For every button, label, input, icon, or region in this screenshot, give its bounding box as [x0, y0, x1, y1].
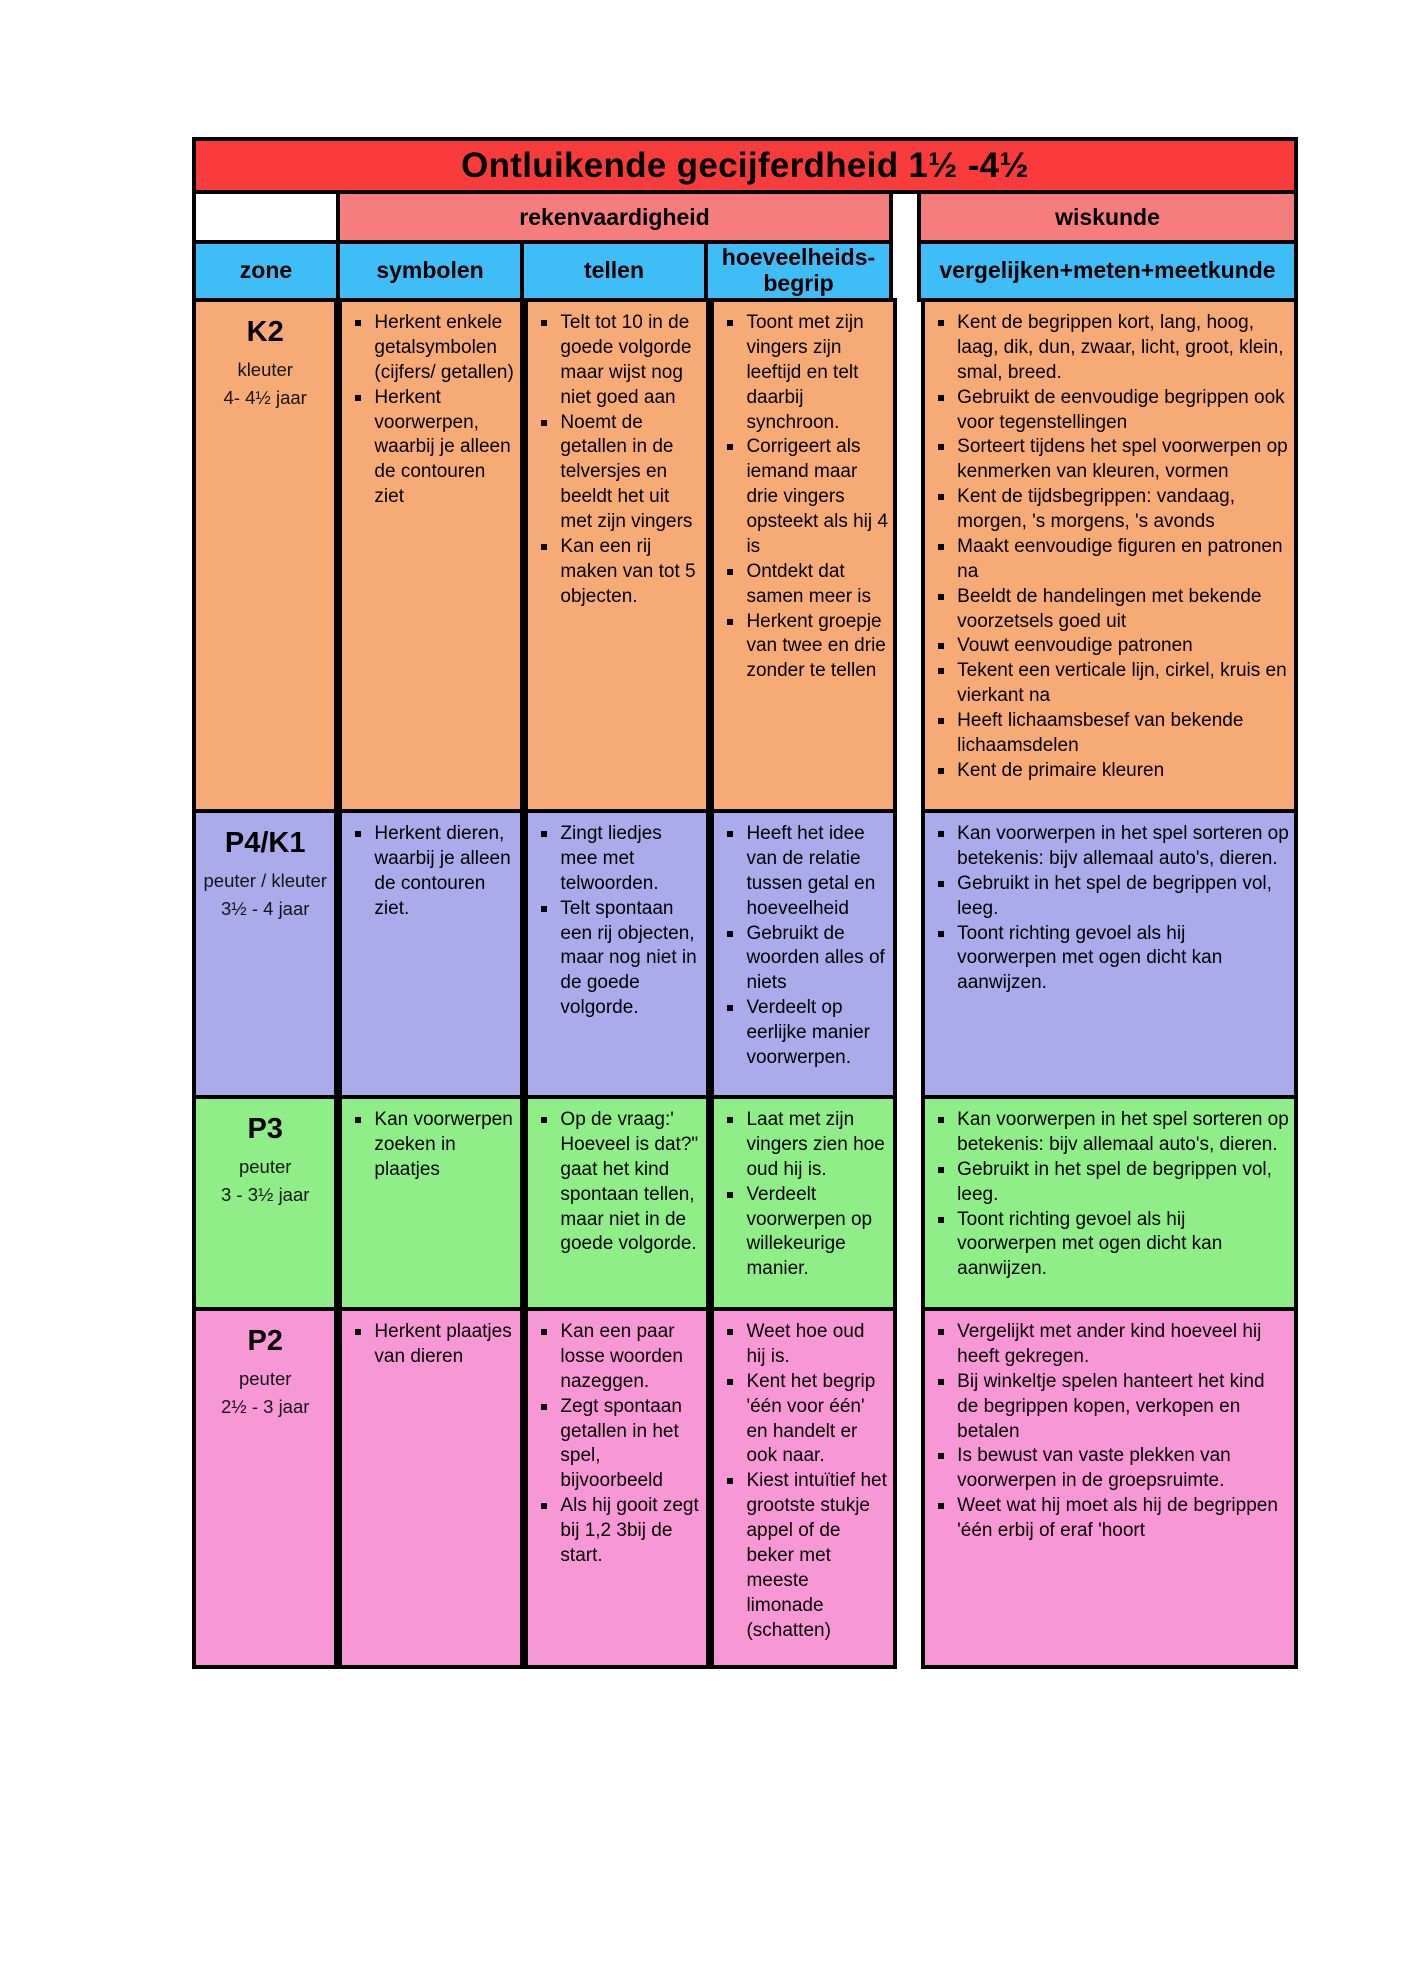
cell-tellen: [524, 298, 710, 813]
bullet-item: Herkent groepje van twee en drie zonder te tellen: [716, 610, 888, 685]
row-p3: [192, 1095, 1298, 1311]
column-header-row: [192, 240, 1298, 302]
cell-symbolen: [338, 1307, 524, 1669]
zone-cell-p2: [192, 1307, 338, 1669]
zone-cell-p3: [192, 1095, 338, 1311]
cell-symbolen: [338, 1095, 524, 1311]
bullet-item: Kent de begrippen kort, lang, hoog, laag, dik, dun, zwaar, licht, groot, klein, smal, breed.: [927, 311, 1289, 386]
bullet-item: Als hij gooit zegt bij 1,2 3bij de start.: [530, 1494, 701, 1569]
bullet-item: Toont richting gevoel als hij voorwerpen met ogen dicht kan aanwijzen.: [927, 1208, 1289, 1283]
bullet-item: Zegt spontaan getallen in het spel, bijvoorbeeld: [530, 1395, 701, 1495]
numeracy-table: [192, 137, 1298, 1669]
bullet-item: Herkent plaatjes van dieren: [344, 1320, 515, 1370]
bullet-item: Vergelijkt met ander kind hoeveel hij heeft gekregen.: [927, 1320, 1289, 1370]
bullet-item: Herkent enkele getalsymbolen (cijfers/ getallen): [344, 311, 515, 386]
bullet-item: Kent de primaire kleuren: [927, 759, 1289, 784]
bullet-item: Laat met zijn vingers zien hoe oud hij is.: [716, 1108, 888, 1183]
bullet-item: Vouwt eenvoudige patronen: [927, 634, 1289, 659]
column-header-hoeveelheidsbegrip: hoeveelheids-begrip: [704, 240, 893, 302]
section-gap: [893, 240, 917, 302]
cell-tellen: [524, 809, 710, 1099]
bullet-item: Kan een paar losse woorden nazeggen.: [530, 1320, 701, 1395]
group-header-rekenvaardigheid: rekenvaardigheid: [336, 190, 893, 244]
cell-tellen: [524, 1307, 710, 1669]
cell-hoeveelheid: [710, 1307, 897, 1669]
section-gap: [897, 298, 921, 813]
zone-type: peuter / kleuter: [203, 870, 327, 891]
zone-age: 3½ - 4 jaar: [220, 897, 310, 919]
bullet-item: Weet hoe oud hij is.: [716, 1320, 888, 1370]
cell-hoeveelheid: [710, 1095, 897, 1311]
zone-age: 4- 4½ jaar: [223, 386, 307, 408]
bullet-item: Kent het begrip 'één voor één' en handelt er ook naar.: [716, 1370, 888, 1470]
bullet-item: Gebruikt in het spel de begrippen vol, leeg.: [927, 872, 1289, 922]
bullet-item: Heeft lichaamsbesef van bekende lichaamsdelen: [927, 709, 1289, 759]
cell-wiskunde: [921, 809, 1298, 1099]
section-gap: [897, 1307, 921, 1669]
bullet-item: Verdeelt voorwerpen op willekeurige manier.: [716, 1183, 888, 1283]
cell-symbolen: [338, 298, 524, 813]
bullet-item: Kan voorwerpen zoeken in plaatjes: [344, 1108, 515, 1183]
bullet-item: Sorteert tijdens het spel voorwerpen op kenmerken van kleuren, vormen: [927, 435, 1289, 485]
row-k2: [192, 298, 1298, 813]
title-row: [192, 137, 1298, 194]
bullet-item: Op de vraag:' Hoeveel is dat?" gaat het kind spontaan tellen, maar niet in de goede volgorde.: [530, 1108, 701, 1257]
zone-age: 2½ - 3 jaar: [220, 1395, 310, 1417]
bullet-item: Tekent een verticale lijn, cirkel, kruis en vierkant na: [927, 659, 1289, 709]
cell-wiskunde: [921, 1095, 1298, 1311]
bullet-item: Toont richting gevoel als hij voorwerpen met ogen dicht kan aanwijzen.: [927, 922, 1289, 997]
zone-type: kleuter: [237, 359, 293, 380]
zone-code: P3: [247, 1113, 283, 1145]
cell-wiskunde: [921, 1307, 1298, 1669]
column-header-tellen: tellen: [520, 240, 708, 302]
bullet-item: Herkent dieren, waarbij je alleen de contouren ziet.: [344, 822, 515, 922]
bullet-item: Gebruikt de eenvoudige begrippen ook voor tegenstellingen: [927, 386, 1289, 436]
row-p2: [192, 1307, 1298, 1669]
bullet-item: Beeldt de handelingen met bekende voorzetsels goed uit: [927, 585, 1289, 635]
bullet-item: Verdeelt op eerlijke manier voorwerpen.: [716, 996, 888, 1071]
column-header-symbolen: symbolen: [336, 240, 524, 302]
column-header-zone: zone: [192, 240, 340, 302]
bullet-item: Kan een rij maken van tot 5 objecten.: [530, 535, 701, 610]
zone-cell-k2: [192, 298, 338, 813]
zone-type: peuter: [238, 1368, 292, 1389]
bullet-item: Kent de tijdsbegrippen: vandaag, morgen, 's morgens, 's avonds: [927, 485, 1289, 535]
bullet-item: Telt spontaan een rij objecten, maar nog niet in de goede volgorde.: [530, 897, 701, 1021]
bullet-item: Maakt eenvoudige figuren en patronen na: [927, 535, 1289, 585]
bullet-item: Corrigeert als iemand maar drie vingers opsteekt als hij 4 is: [716, 435, 888, 559]
zone-code: K2: [246, 316, 284, 348]
zone-cell-p4k1: [192, 809, 338, 1099]
zone-code: P2: [247, 1325, 283, 1357]
bullet-item: Zingt liedjes mee met telwoorden.: [530, 822, 701, 897]
bullet-item: Is bewust van vaste plekken van voorwerpen in de groepsruimte.: [927, 1444, 1289, 1494]
cell-tellen: [524, 1095, 710, 1311]
bullet-item: Kan voorwerpen in het spel sorteren op betekenis: bijv allemaal auto's, dieren.: [927, 1108, 1289, 1158]
cell-hoeveelheid: [710, 809, 897, 1099]
cell-wiskunde: [921, 298, 1298, 813]
bullet-item: Bij winkeltje spelen hanteert het kind de begrippen kopen, verkopen en betalen: [927, 1370, 1289, 1445]
column-header-vergelijken-meten-meetkunde: vergelijken+meten+meetkunde: [917, 240, 1298, 302]
group-header-row: [192, 190, 1298, 244]
cell-symbolen: [338, 809, 524, 1099]
bullet-item: Toont met zijn vingers zijn leeftijd en telt daarbij synchroon.: [716, 311, 888, 435]
bullet-item: Herkent voorwerpen, waarbij je alleen de contouren ziet: [344, 386, 515, 510]
bullet-item: Kan voorwerpen in het spel sorteren op betekenis: bijv allemaal auto's, dieren.: [927, 822, 1289, 872]
bullet-item: Gebruikt in het spel de begrippen vol, leeg.: [927, 1158, 1289, 1208]
section-gap: [893, 190, 917, 244]
section-gap: [897, 809, 921, 1099]
zone-spacer-cell: [192, 190, 340, 244]
bullet-item: Gebruikt de woorden alles of niets: [716, 922, 888, 997]
bullet-item: Telt tot 10 in de goede volgorde maar wijst nog niet goed aan: [530, 311, 701, 411]
group-header-wiskunde: wiskunde: [917, 190, 1298, 244]
bullet-item: Ontdekt dat samen meer is: [716, 560, 888, 610]
page-title: Ontluikende gecijferdheid 1½ -4½: [192, 137, 1298, 194]
zone-type: peuter: [238, 1156, 292, 1177]
bullet-item: Noemt de getallen in de telversjes en beeldt het uit met zijn vingers: [530, 411, 701, 535]
zone-code: P4/K1: [224, 827, 306, 859]
bullet-item: Kiest intuïtief het grootste stukje appel of de beker met meeste limonade (schatten): [716, 1469, 888, 1643]
bullet-item: Weet wat hij moet als hij de begrippen 'één erbij of eraf 'hoort: [927, 1494, 1289, 1544]
row-p4k1: [192, 809, 1298, 1099]
section-gap: [897, 1095, 921, 1311]
cell-hoeveelheid: [710, 298, 897, 813]
bullet-item: Heeft het idee van de relatie tussen getal en hoeveelheid: [716, 822, 888, 922]
zone-age: 3 - 3½ jaar: [220, 1183, 310, 1205]
